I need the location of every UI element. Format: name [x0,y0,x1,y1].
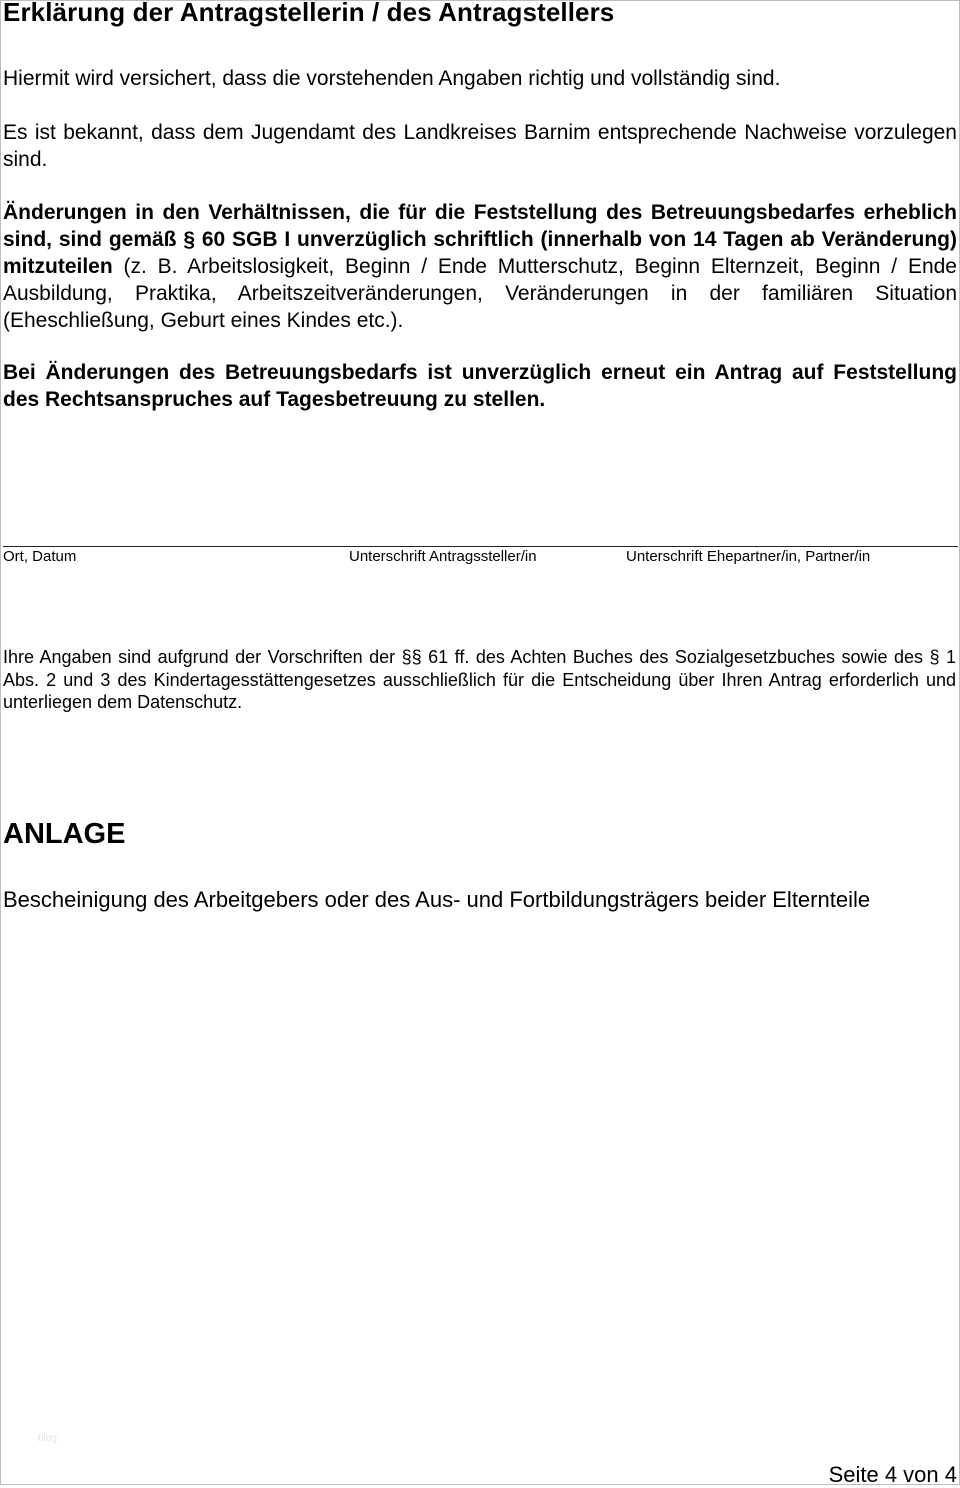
watermark: blog [38,1433,57,1444]
page-number: Seite 4 von 4 [828,1462,957,1487]
obligation-examples-text: (z. B. Arbeitslosigkeit, Beginn / Ende Mutterschutz, Beginn Elternzeit, Beginn / Ende Ausbildung, Praktika, Arbeitszeitveränderungen, Veränderungen in der familiären Situation (Eheschließung, Geburt eines Kindes etc.). [3,255,957,332]
page-title: Erklärung der Antragstellerin / des Antragstellers [3,0,615,27]
declaration-paragraph-4: Bei Änderungen des Betreuungsbedarfs ist unverzüglich erneut ein Antrag auf Feststellung des Rechtsanspruches auf Tagesbetreuung zu stellen. [3,361,957,411]
declaration-paragraph-2: Es ist bekannt, dass dem Jugendamt des Landkreises Barnim entsprechende Nachweise vorzulegen sind. [3,121,957,171]
obligation-text-bold: Änderungen in den Verhältnissen, die für die Feststellung des Betreuungsbedarfes erheblich sind, sind gemäß § 60 SGB I unverzüglich schriftlich (innerhalb von 14 Tagen ab Veränderung) mitzuteilen [3,201,957,278]
partner-signature-label: Unterschrift Ehepartner/in, Partner/in [626,548,871,565]
signature-line [3,546,958,547]
declaration-paragraph-1: Hiermit wird versichert, dass die vorstehenden Angaben richtig und vollständig sind. [3,67,781,90]
annex-description: Bescheinigung des Arbeitgebers oder des Aus- und Fortbildungsträgers beider Elternteile [3,887,871,912]
annex-title: ANLAGE [3,818,126,850]
privacy-notice: Ihre Angaben sind aufgrund der Vorschriften der §§ 61 ff. des Achten Buches des Sozialgesetzbuches sowie des § 1 Abs. 2 und 3 des Kindertagesstättengesetzes ausschließlich für die Entscheidung über Ihren Antrag erforderlich und unterliegen dem Datenschutz. [3,647,956,712]
applicant-signature-label: Unterschrift Antragssteller/in [349,548,537,565]
declaration-paragraph-3 [3,199,957,334]
place-date-label: Ort, Datum [3,548,77,565]
